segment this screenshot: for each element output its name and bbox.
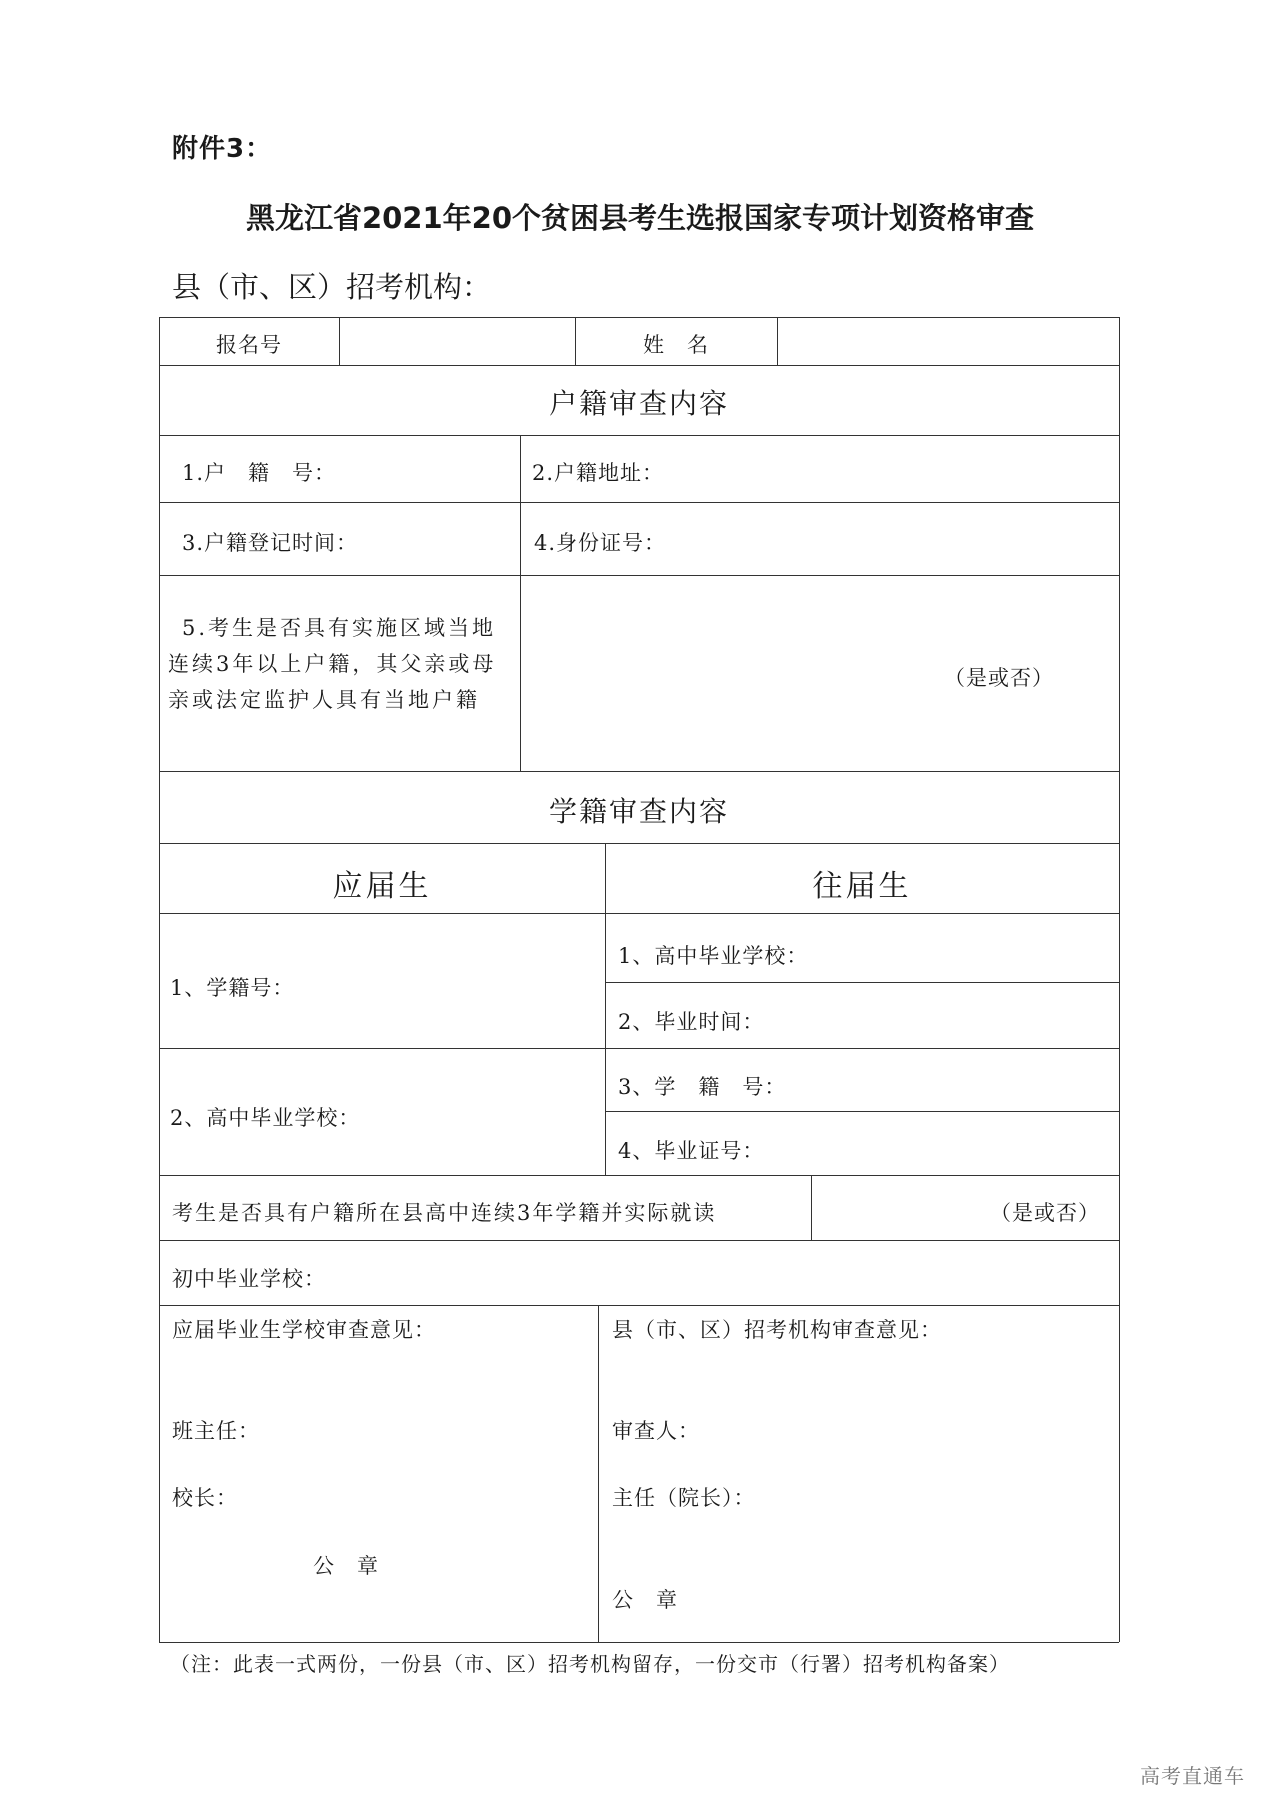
past-graduation-time-field[interactable]: 2、毕业时间： [618,1010,765,1034]
agency-label: 县（市、区）招考机构： [172,270,492,304]
school-opinion-label: 应届毕业生学校审查意见： [172,1318,436,1342]
table-border-bottom [159,1642,1119,1643]
table-border-right [1119,317,1120,1642]
row-divider [605,1111,1119,1112]
row-divider [159,1048,1119,1049]
current-student-number-field[interactable]: 1、学籍号： [170,976,295,1000]
current-graduate-header: 应届生 [332,869,432,904]
household-section-title: 户籍审查内容 [548,387,729,420]
current-high-school-field[interactable]: 2、高中毕业学校： [170,1106,361,1130]
household-number-field[interactable]: 1.户 籍 号： [182,461,337,485]
row-divider [159,435,1119,436]
row-divider [159,1240,1119,1241]
row-divider [159,365,1119,366]
row-divider [159,575,1119,576]
principal-label: 校长： [172,1486,238,1510]
row-divider [159,843,1119,844]
col-divider [520,435,521,771]
school-status-section-title: 学籍审查内容 [548,795,729,828]
agency-seal-label: 公 章 [612,1588,678,1612]
table-border-left [159,317,160,1642]
watermark: 高考直通车 [1140,1764,1245,1788]
past-high-school-field[interactable]: 1、高中毕业学校： [618,944,809,968]
id-number-field[interactable]: 4.身份证号： [534,531,667,555]
col-divider [339,317,340,365]
household-registration-time-field[interactable]: 3.户籍登记时间： [182,531,359,555]
col-divider [777,317,778,365]
row-divider [159,913,1119,914]
continuous-enrollment-answer[interactable]: （是或否） [990,1201,1100,1225]
household-eligibility-question: 5.考生是否具有实施区域当地连续3年以上户籍，其父亲或母亲或法定监护人具有当地户籍 [168,616,497,712]
school-seal-label: 公 章 [313,1554,379,1578]
row-divider [159,1305,1119,1306]
continuous-enrollment-question: 考生是否具有户籍所在县高中连续3年学籍并实际就读 [172,1201,717,1225]
row-divider [605,982,1119,983]
director-label: 主任（院长）： [612,1486,756,1510]
col-divider [811,1175,812,1240]
past-graduate-header: 往届生 [812,869,912,904]
class-teacher-label: 班主任： [172,1419,260,1443]
reviewer-label: 审查人： [612,1419,700,1443]
name-label: 姓 名 [643,333,709,357]
past-diploma-number-field[interactable]: 4、毕业证号： [618,1139,765,1163]
page-title: 黑龙江省2021年20个贫困县考生选报国家专项计划资格审查 [245,201,1035,235]
row-divider [159,1175,1119,1176]
table-border-top [159,317,1119,318]
row-divider [159,502,1119,503]
row-divider [159,771,1119,772]
past-student-number-field[interactable]: 3、学 籍 号： [618,1075,787,1099]
agency-opinion-label: 县（市、区）招考机构审查意见： [612,1318,942,1342]
household-eligibility-answer[interactable]: （是或否） [944,666,1054,690]
household-address-field[interactable]: 2.户籍地址： [532,461,665,485]
junior-high-school-field[interactable]: 初中毕业学校： [172,1267,326,1291]
attachment-label: 附件3： [172,134,273,164]
footnote: （注：此表一式两份，一份县（市、区）招考机构留存，一份交市（行署）招考机构备案） [170,1652,1010,1676]
col-divider [598,1305,599,1642]
registration-number-label: 报名号 [216,333,282,357]
